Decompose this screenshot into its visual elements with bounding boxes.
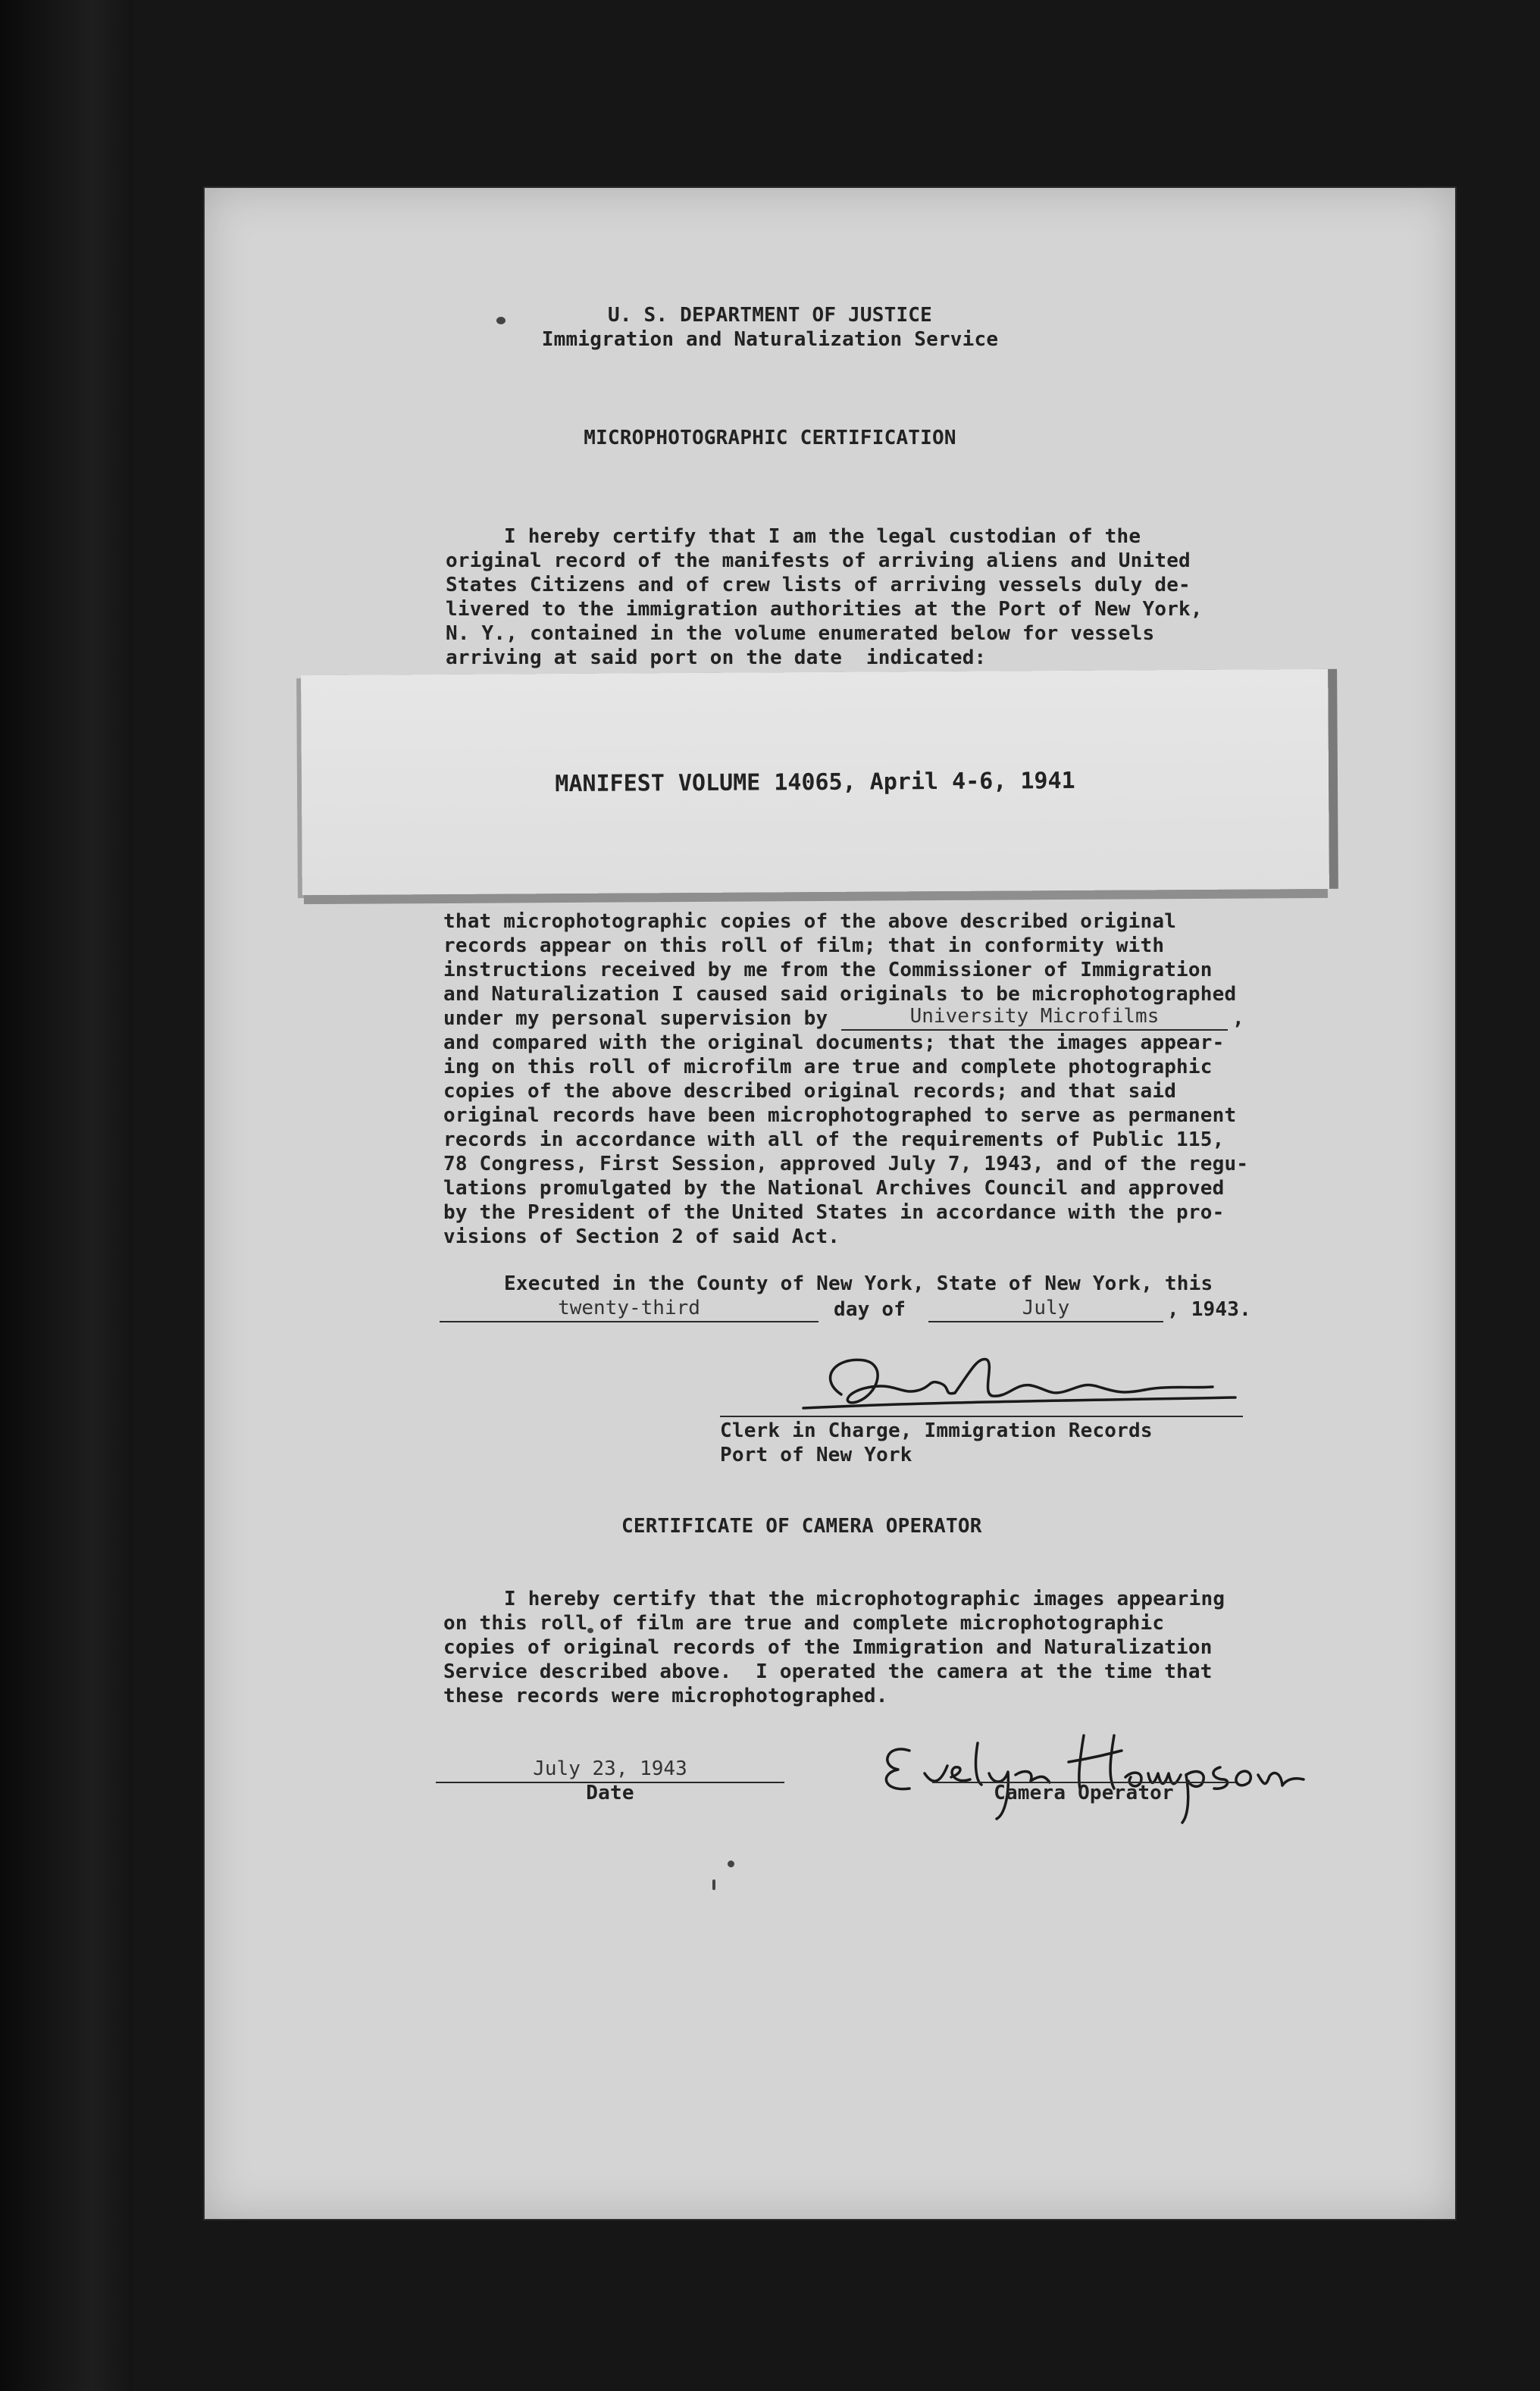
camera-line: these records were microphotographed. (443, 1685, 888, 1707)
camera-date-value: July 23, 1943 (533, 1757, 687, 1780)
camera-line: on this roll of film are true and complete microphotographic (443, 1612, 1165, 1635)
body-line: and Naturalization I caused said originals to be microphotographed (443, 983, 1237, 1006)
camera-line: copies of original records of the Immigration and Naturalization (443, 1636, 1213, 1659)
manifest-volume-label: MANIFEST VOLUME 14065, April 4-6, 1941 (555, 767, 1075, 798)
intro-line: N. Y., contained in the volume enumerated below for vessels (446, 622, 1155, 645)
department-heading: U. S. DEPARTMENT OF JUSTICE (607, 304, 933, 327)
month-underline (928, 1321, 1163, 1322)
camera-certificate-title: CERTIFICATE OF CAMERA OPERATOR (621, 1515, 982, 1538)
film-edge-left (0, 0, 133, 2391)
supervisor-name: University Microfilms (909, 1005, 1160, 1028)
camera-line: I hereby certify that the microphotographic images appearing (504, 1588, 1225, 1610)
body-line: and compared with the original documents; that the images appear- (443, 1031, 1225, 1054)
body-line: visions of Section 2 of said Act. (443, 1225, 840, 1248)
body-line: 78 Congress, First Session, approved July 7, 1943, and of the regu- (443, 1153, 1249, 1175)
camera-line: Service described above. I operated the camera at the time that (443, 1660, 1213, 1683)
certification-title: MICROPHOTOGRAPHIC CERTIFICATION (584, 427, 956, 449)
intro-line: original record of the manifests of arriving aliens and United (446, 549, 1191, 572)
supervisor-suffix: , (1232, 1007, 1244, 1030)
body-line: instructions received by me from the Commissioner of Immigration (443, 959, 1213, 981)
execution-month: July (1022, 1297, 1070, 1319)
manifest-volume-slip (301, 669, 1329, 895)
dust-speck (728, 1861, 734, 1867)
intro-line: States Citizens and of crew lists of arriving vessels duly de- (446, 574, 1191, 596)
body-line: original records have been microphotographed to serve as permanent (443, 1104, 1237, 1127)
clerk-signature (788, 1349, 1243, 1425)
intro-line: arriving at said port on the date indicated: (446, 646, 987, 669)
camera-operator-label: Camera Operator (994, 1782, 1174, 1804)
body-line: ing on this roll of microfilm are true and complete photographic (443, 1056, 1213, 1078)
day-underline (440, 1321, 819, 1322)
executed-line: Executed in the County of New York, State of New York, this (504, 1272, 1213, 1295)
clerk-location: Port of New York (720, 1444, 912, 1466)
camera-operator-signature (864, 1720, 1319, 1826)
execution-year: , 1943. (1167, 1298, 1251, 1321)
body-line: copies of the above described original records; and that said (443, 1080, 1177, 1103)
day-of-label: day of (834, 1298, 906, 1321)
date-label: Date (586, 1782, 634, 1804)
body-line: records appear on this roll of film; that in conformity with (443, 934, 1165, 957)
dust-speck (712, 1879, 715, 1890)
intro-line: I hereby certify that I am the legal custodian of the (504, 525, 1141, 548)
body-line: that microphotographic copies of the above described original (443, 910, 1177, 933)
body-line: under my personal supervision by (443, 1007, 828, 1030)
clerk-title: Clerk in Charge, Immigration Records (720, 1419, 1153, 1442)
service-heading: Immigration and Naturalization Service (541, 328, 999, 351)
body-line: lations promulgated by the National Archives Council and approved (443, 1177, 1225, 1200)
clerk-signature-line (720, 1416, 1243, 1417)
body-line: records in accordance with all of the requirements of Public 115, (443, 1128, 1225, 1151)
body-line: by the President of the United States in accordance with the pro- (443, 1201, 1225, 1224)
intro-line: livered to the immigration authorities at the Port of New York, (446, 598, 1203, 621)
execution-day: twenty-third (558, 1297, 700, 1319)
